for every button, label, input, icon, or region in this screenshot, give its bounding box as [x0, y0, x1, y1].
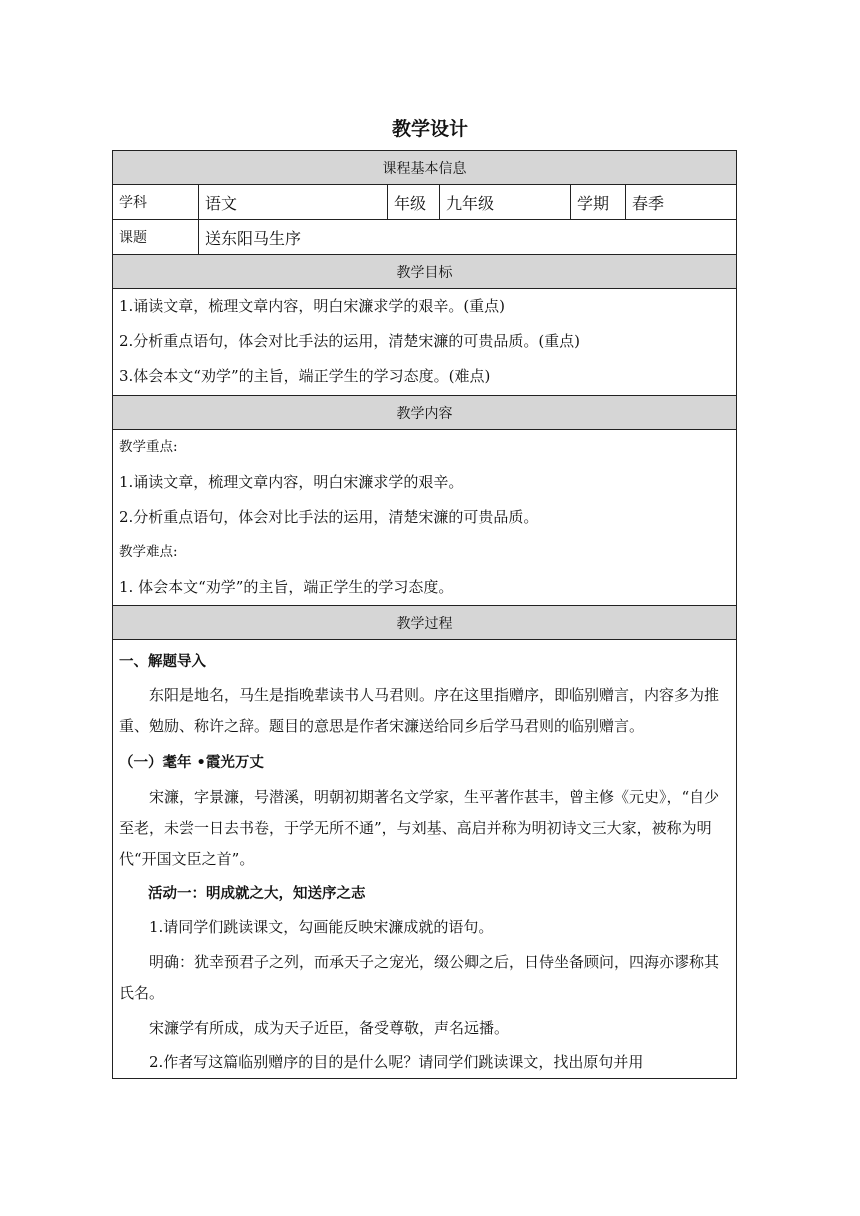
- activity-heading: 活动一：明成就之大，知送序之志: [148, 886, 366, 902]
- key-point-item: 1.诵读文章，梳理文章内容，明白宋濂求学的艰辛。: [119, 473, 464, 491]
- difficult-points-label: 教学难点:: [119, 544, 178, 560]
- term-value: 春季: [632, 193, 665, 213]
- section-header-objectives: 教学目标: [113, 255, 736, 289]
- objectives-cell: [113, 289, 736, 396]
- objective-item: 1.诵读文章，梳理文章内容，明白宋濂求学的艰辛。(重点): [119, 297, 506, 315]
- question-1: 1.请同学们跳读课文，勾画能反映宋濂成就的语句。: [149, 918, 494, 936]
- objective-item: 2.分析重点语句，体会对比手法的运用，清楚宋濂的可贵品质。(重点): [119, 332, 581, 350]
- topic-label: 课题: [113, 220, 199, 254]
- question-2: 2.作者写这篇临别赠序的目的是什么呢？请同学们跳读课文，找出原句并用: [149, 1053, 644, 1071]
- topic-value: 送东阳马生序: [205, 228, 302, 248]
- key-point-item: 2.分析重点语句，体会对比手法的运用，清楚宋濂的可贵品质。: [119, 508, 539, 526]
- objective-item: 3.体会本文“劝学”的主旨，端正学生的学习态度。(难点): [119, 367, 491, 385]
- difficult-point-item: 1. 体会本文“劝学”的主旨，端正学生的学习态度。: [119, 578, 454, 596]
- subject-value: 语文: [199, 185, 388, 219]
- grade-label: 年级: [388, 185, 440, 219]
- term-label: 学期: [571, 185, 626, 219]
- key-points-label: 教学重点:: [119, 439, 178, 455]
- process-cell: [113, 640, 736, 1078]
- info-row: [113, 185, 736, 220]
- topic-row: [113, 220, 736, 255]
- process-heading: 一、解题导入: [119, 654, 206, 670]
- grade-value: 九年级: [440, 185, 571, 219]
- content-cell: [113, 430, 736, 606]
- summary-paragraph: 宋濂学有所成，成为天子近臣，备受尊敬，声名远播。: [149, 1019, 510, 1037]
- section-header-basic-info: 课程基本信息: [113, 151, 736, 185]
- section-header-content: 教学内容: [113, 396, 736, 430]
- answer-1: 明确：犹幸预君子之列，而承天子之宠光，缀公卿之后，日侍坐备顾问，四海亦谬称其氏名。: [119, 953, 720, 1002]
- section-header-process: 教学过程: [113, 606, 736, 640]
- lesson-plan-table: [112, 150, 737, 1079]
- subject-label: 学科: [113, 185, 199, 219]
- page-title: 教学设计: [391, 118, 468, 140]
- author-paragraph: 宋濂，字景濂，号潜溪，明朝初期著名文学家，生平著作甚丰，曾主修《元史》，“自少至老，未尝一日去书卷，于学无所不通”，与刘基、高启并称为明初诗文三大家，被称为明代“开国文臣之首”。: [119, 788, 720, 868]
- intro-paragraph: 东阳是地名，马生是指晚辈读书人马君则。序在这里指赠序，即临别赠言，内容多为推重、勉励、称许之辞。题目的意思是作者宋濂送给同乡后学马君则的临别赠言。: [119, 686, 720, 735]
- sub-heading: （一）耄年 •霞光万丈: [119, 755, 264, 771]
